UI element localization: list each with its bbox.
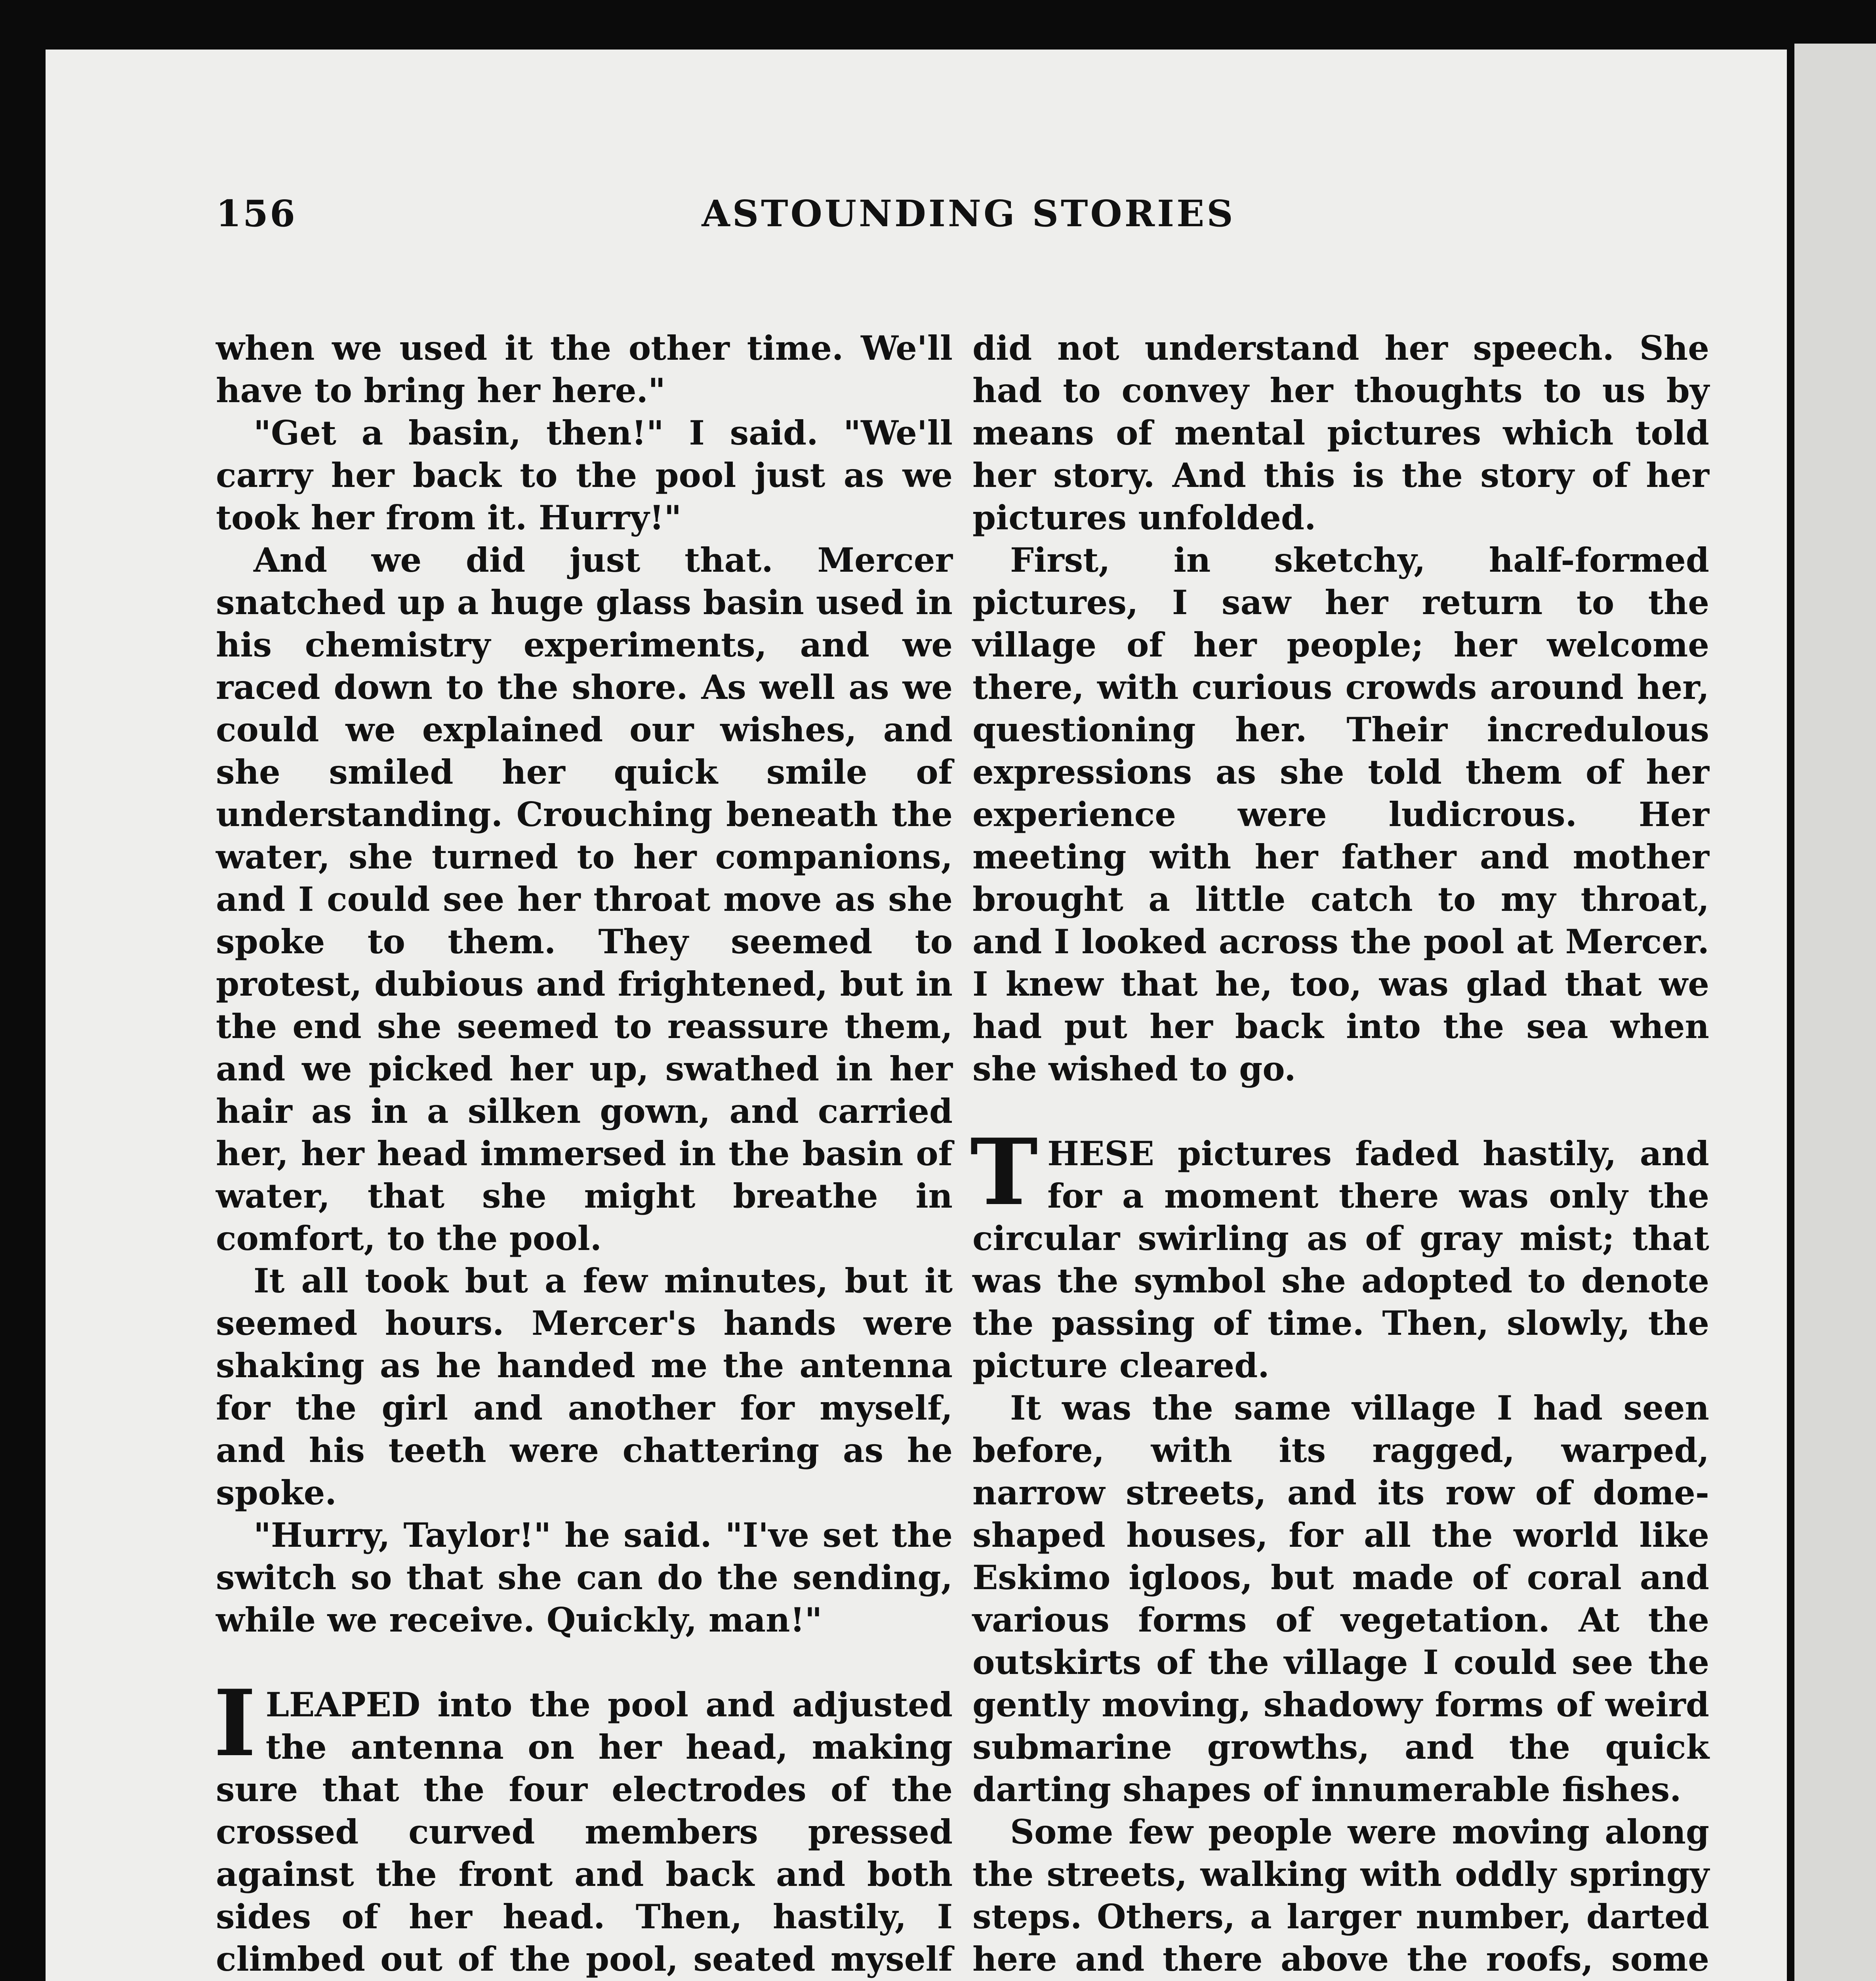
paragraph: when we used it the other time. We'll have to bring her here." <box>216 328 953 410</box>
running-head-title: ASTOUNDING STORIES <box>702 192 1235 235</box>
paragraph: And we did just that. Mercer snatched up a huge glass basin used in his chemistry experiments, and we raced down to the shore. As well as we could we explained our wishes, and she smiled her quick smile of understanding. Crouching beneath the water, she turned to her companions, and I could see her throat move as she spoke to them. They seemed to protest, dubious and frightened, but in the end she seemed to reassure them, and we picked her up, swathed in her hair as in a silken gown, and carried her, her head immersed in the basin of water, that she might breathe in comfort, to the pool. <box>216 540 953 1258</box>
paragraph: "Get a basin, then!" I said. "We'll carry her back to the pool just as we took her from it. Hurry!" <box>216 413 953 537</box>
right-text-column <box>972 327 1709 1981</box>
adjacent-page-edge <box>1794 44 1876 1981</box>
paragraph-text: HESE pictures faded hastily, and for a moment there was only the circular swirling as of gray mist; that was the symbol she adopted to denote the passing of time. Then, slowly, the picture cleared. <box>972 1134 1709 1385</box>
paragraph: "Hurry, Taylor!" he said. "I've set the switch so that she can do the sending, while we receive. Quickly, man!" <box>216 1515 953 1639</box>
page-number: 156 <box>216 192 297 235</box>
paragraph: Some few people were moving along the streets, walking with oddly springy steps. Others, a larger number, darted here and there above the roofs, some <box>972 1812 1709 1979</box>
drop-cap: T <box>970 1119 1038 1226</box>
paragraph: First, in sketchy, half-formed pictures, I saw her return to the village of her people; her welcome there, with curious crowds around her, questioning her. Their incredulous expressions as she told them of her experience were ludicrous. Her meeting with her father and mother brought a little catch to my throat, and I looked across the pool at Mercer. I knew that he, too, was glad that we had put her back into the sea when she wished to go. <box>972 540 1709 1088</box>
page-header <box>46 192 1787 263</box>
paragraph-text: LEAPED into the pool and adjusted the antenna on her head, making sure that the four electrodes of the crossed curved members pressed against the front and back and both sides of her head. Then, hastily, I climbed out of the pool, seated myself <box>216 1685 953 1979</box>
magazine-page <box>46 50 1787 1981</box>
paragraph: It was the same village I had seen before, with its ragged, warped, narrow streets, and its row of dome-shaped houses, for all the world like Eskimo igloos, but made of coral and various forms of vegetation. At the outskirts of the village I could see the gently moving, shadowy forms of weird submarine growths, and the quick darting shapes of innumerable fishes. <box>972 1388 1709 1809</box>
drop-cap: I <box>214 1670 256 1777</box>
paragraph: It all took but a few minutes, but it seemed hours. Mercer's hands were shaking as he handed me the antenna for the girl and another for myself, and his teeth were chattering as he spoke. <box>216 1261 953 1512</box>
section-paragraph <box>214 1670 953 1981</box>
left-text-column <box>216 327 953 1981</box>
section-paragraph <box>970 1119 1709 1387</box>
paragraph: did not understand her speech. She had to convey her thoughts to us by means of mental pictures which told her story. And this is the story of her pictures unfolded. <box>972 328 1709 537</box>
